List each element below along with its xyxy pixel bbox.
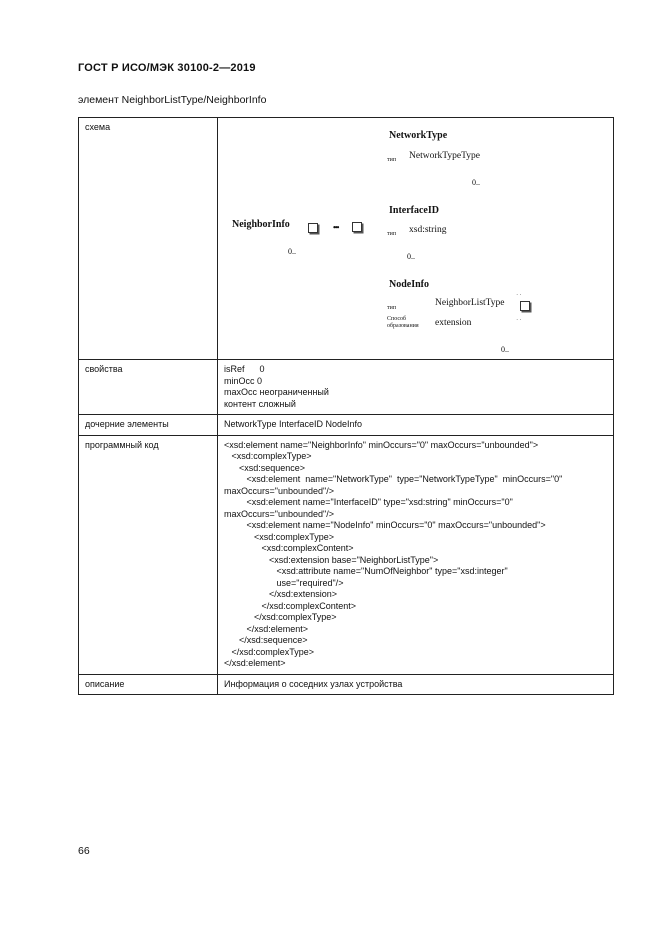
child-nodeinfo-derivation-label: Способ образования xyxy=(387,316,419,329)
properties-cell xyxy=(218,360,614,415)
code-line: <xsd:complexContent> xyxy=(224,543,354,553)
children-label: дочерние элементы xyxy=(79,415,218,436)
code-line: </xsd:complexType> xyxy=(224,646,315,657)
code-line: </xsd:sequence> xyxy=(224,635,308,645)
code-row xyxy=(79,435,614,674)
code-line: <xsd:extension base="NeighborListType"> xyxy=(224,554,439,565)
complex-type-icon xyxy=(520,301,530,311)
child-interfaceid-type: xsd:string xyxy=(409,225,447,235)
child-nodeinfo-name: NodeInfo xyxy=(389,279,430,290)
code-line: </xsd:extension> xyxy=(224,589,338,599)
child-nodeinfo-derivation: extension xyxy=(435,318,472,328)
child-interfaceid-type-label: тип xyxy=(387,231,397,237)
root-occurs: 0.. xyxy=(288,247,296,256)
sequence-icon: ••• xyxy=(333,223,339,232)
properties-label: свойства xyxy=(79,360,218,415)
children-row xyxy=(79,415,614,436)
property-minocc: minOcc 0 xyxy=(224,375,263,386)
code-line: <xsd:element name="InterfaceID" type="xsd:string" minOccurs="0" xyxy=(224,497,513,507)
schema-label: схема xyxy=(79,118,218,360)
child-networktype-type-label: тип xyxy=(387,157,397,163)
property-isref: isRef 0 xyxy=(224,364,265,374)
page-number: 66 xyxy=(78,845,90,857)
child-interfaceid-name: InterfaceID xyxy=(389,205,439,216)
description-label: описание xyxy=(79,674,218,695)
code-line: maxOccurs="unbounded"/> xyxy=(224,508,334,519)
child-nodeinfo-occurs: 0.. xyxy=(501,345,509,354)
code-line: <xsd:element name="NeighborInfo" minOccurs="0" maxOccurs="unbounded"> xyxy=(224,439,539,450)
code-line: </xsd:complexContent> xyxy=(224,600,357,611)
code-line: maxOccurs="unbounded"/> xyxy=(224,485,334,496)
code-line: <xsd:complexType> xyxy=(224,531,335,542)
properties-row xyxy=(79,360,614,415)
child-nodeinfo-type: NeighborListType xyxy=(435,298,505,308)
property-maxocc: maxOcc неограниченный xyxy=(224,387,329,397)
element-caption: элемент NeighborListType/NeighborInfo xyxy=(78,94,267,106)
property-content: контент сложный xyxy=(224,398,296,409)
spec-table xyxy=(78,117,614,695)
schema-diagram xyxy=(224,122,607,355)
description-text: Информация о соседних узлах устройства xyxy=(218,674,614,695)
code-line: </xsd:element> xyxy=(224,658,286,668)
description-row xyxy=(79,674,614,695)
code-line: <xsd:complexType> xyxy=(224,451,312,461)
sequence-box-icon xyxy=(352,222,362,232)
code-line: use="required"/> xyxy=(224,577,344,588)
dotted-marker-icon: ·· xyxy=(516,291,523,299)
code-line: </xsd:element> xyxy=(224,623,309,634)
child-interfaceid-occurs: 0.. xyxy=(407,252,415,261)
child-networktype-occurs: 0.. xyxy=(472,178,480,187)
dotted-marker-icon: ·· xyxy=(516,316,523,324)
code-line: <xsd:attribute name="NumOfNeighbor" type="xsd:integer" xyxy=(224,566,508,576)
code-line: </xsd:complexType> xyxy=(224,612,337,622)
complex-type-icon xyxy=(308,223,318,233)
child-networktype-name: NetworkType xyxy=(389,130,448,141)
child-nodeinfo-type-label: тип xyxy=(387,305,397,311)
schema-cell xyxy=(218,118,614,360)
code-label: программный код xyxy=(79,435,218,674)
code-line: <xsd:element name="NetworkType" type="NetworkTypeType" minOccurs="0" xyxy=(224,474,563,484)
root-element-name: NeighborInfo xyxy=(232,219,290,230)
child-networktype-type: NetworkTypeType xyxy=(409,151,480,161)
children-elements: NetworkType InterfaceID NodeInfo xyxy=(218,415,614,436)
schema-row xyxy=(79,118,614,360)
code-line: <xsd:element name="NodeInfo" minOccurs="0" maxOccurs="unbounded"> xyxy=(224,520,546,530)
code-cell xyxy=(218,435,614,674)
code-line: <xsd:sequence> xyxy=(224,462,306,473)
document-header: ГОСТ Р ИСО/МЭК 30100-2—2019 xyxy=(78,62,256,74)
